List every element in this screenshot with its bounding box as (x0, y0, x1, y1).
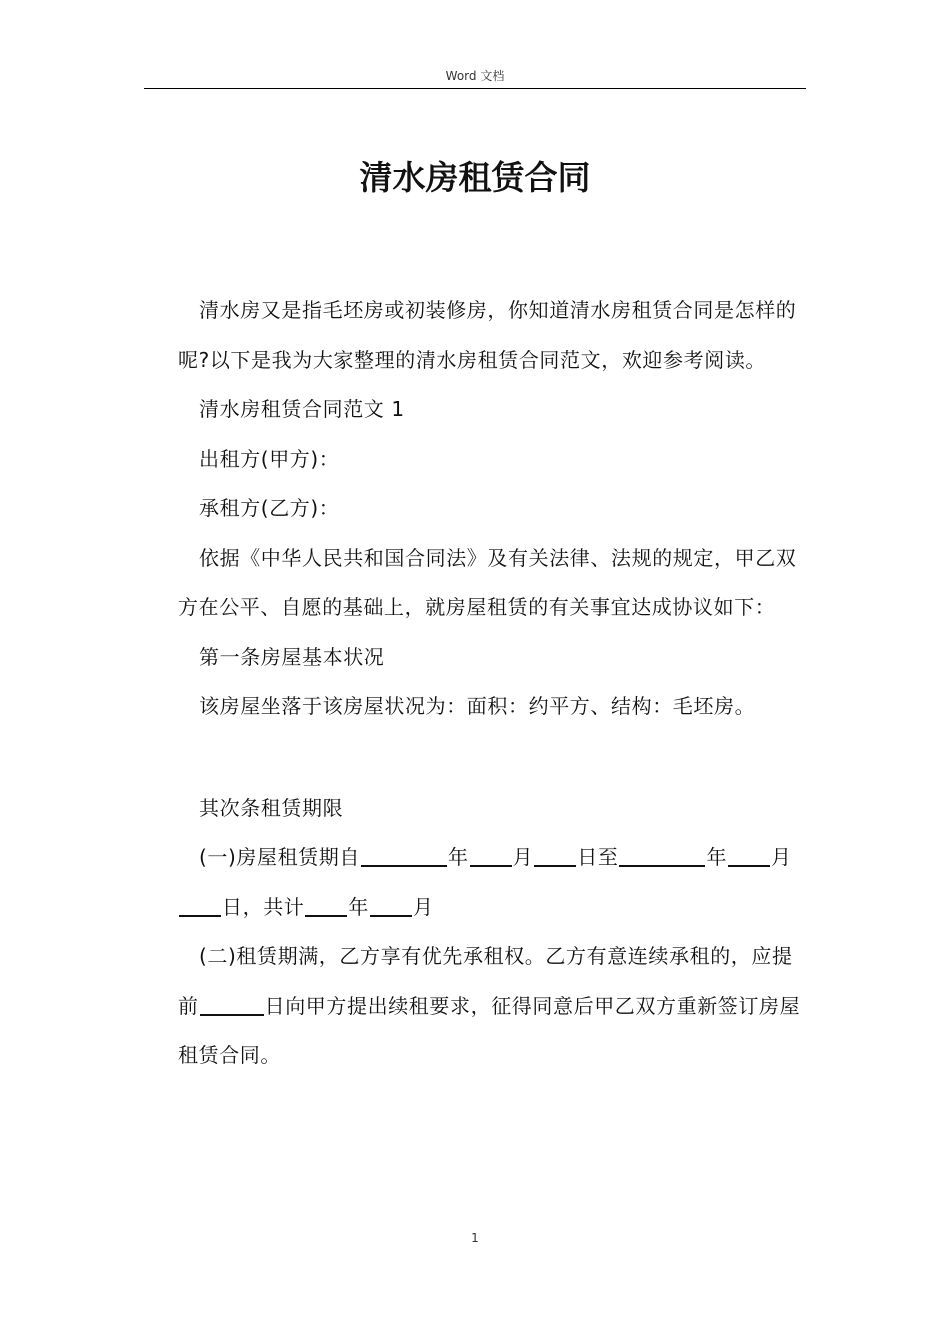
term-clause (178, 833, 808, 932)
page-footer (144, 1230, 806, 1246)
term-text: 年 (706, 845, 728, 869)
renewal-clause (178, 932, 808, 1081)
term-text: 年 (448, 845, 469, 869)
blank-line (361, 865, 447, 867)
blank-line (305, 915, 347, 917)
blank-line (534, 865, 576, 867)
term-text: 日，共计 (222, 894, 305, 919)
header-label: Word 文档 (445, 69, 505, 83)
term-text: 月 (413, 894, 434, 919)
renewal-text: 日向甲方提出续租要求，征得同意后甲乙双方重新签订房屋租赁合同。 (178, 993, 801, 1067)
blank-line (470, 865, 512, 867)
article1-text: 该房屋坐落于该房屋状况为：面积：约平方、结构：毛坯房。 (199, 694, 756, 718)
article1-title: 第一条房屋基本状况 (199, 644, 385, 669)
term-text: 月 (771, 845, 792, 869)
basis-paragraph: 依据《中华人民共和国合同法》及有关法律、法规的规定，甲乙双方在公平、自愿的基础上，就房屋租赁的有关事宜达成协议如下： (178, 545, 797, 619)
blank-line (619, 865, 705, 867)
intro-paragraph: 清水房又是指毛坯房或初装修房，你知道清水房租赁合同是怎样的呢?以下是我为大家整理的清水房租赁合同范文，欢迎参考阅读。 (178, 298, 797, 372)
term-text: (一)房屋租赁期自 (199, 845, 361, 869)
page-header (144, 66, 806, 89)
blank-line (728, 865, 770, 867)
renewal-text: (二)租赁期满，乙方享有优先承租权。乙方有意连续承租的，应提前 (178, 944, 793, 1018)
document-body (178, 286, 808, 1081)
article2-title: 其次条租赁期限 (199, 795, 344, 820)
lessor-line: 出租方(甲方)： (199, 446, 340, 471)
sample-heading: 清水房租赁合同范文 1 (199, 397, 405, 421)
blank-line (179, 915, 221, 917)
blank-line (370, 915, 412, 917)
lessee-line: 承租方(乙方)： (199, 496, 340, 520)
term-text: 年 (348, 894, 370, 919)
term-text: 日至 (577, 845, 619, 869)
paragraph-gap (178, 732, 808, 784)
page-number: 1 (471, 1231, 479, 1245)
document-title: 清水房租赁合同 (359, 158, 591, 197)
blank-line (200, 1014, 264, 1016)
term-text: 月 (512, 845, 534, 869)
